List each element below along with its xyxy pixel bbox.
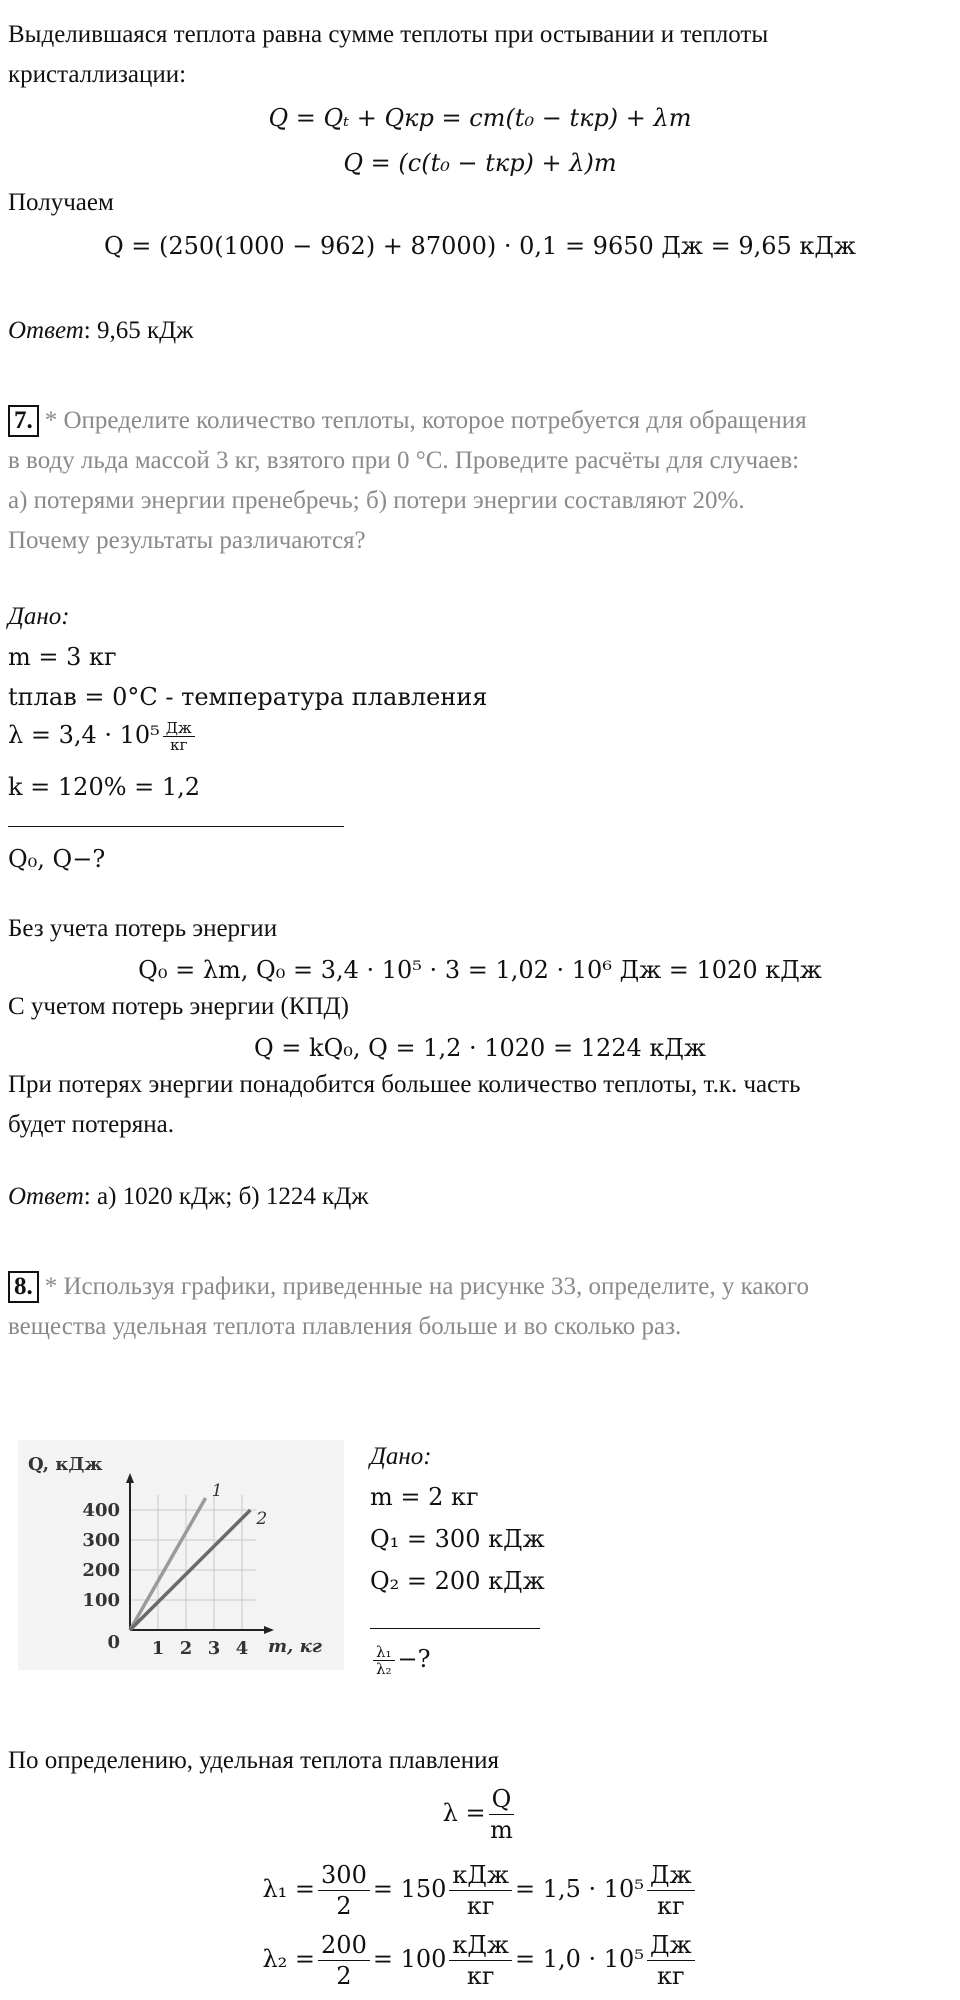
task7-given-k: k = 120% = 1,2 [8, 773, 201, 801]
task7-conclusion-2: будет потеряна. [8, 1111, 174, 1138]
answer-value: : а) 1020 кДж; б) 1224 кДж [83, 1183, 369, 1210]
def-lhs: λ = [442, 1799, 486, 1827]
l2-lhs: λ₂ = [262, 1945, 316, 1973]
l1-frac-3 [647, 1860, 695, 1921]
def-den: m [490, 1816, 513, 1844]
task7-lambda-unit-num: Дж [163, 720, 195, 737]
answer-value: : 9,65 кДж [83, 317, 194, 344]
intro-line-1: Выделившаяся теплота равна сумме теплоты при остывании и теплоты [8, 21, 769, 48]
y-tick-label: 400 [82, 1500, 120, 1521]
task7-given-label: Дано: [8, 603, 70, 630]
y-axis-arrow [126, 1473, 134, 1483]
l1-n3: Дж [647, 1860, 695, 1891]
task7-lambda-unit [163, 720, 195, 753]
l1-d2: кг [466, 1892, 495, 1920]
chart-figure-33 [18, 1440, 344, 1670]
task7-given-divider [8, 826, 344, 827]
task7-given-lambda [8, 718, 198, 753]
task8-find-num: λ₁ [373, 1644, 395, 1661]
task7-with-loss-formula: Q = kQ₀, Q = 1,2 · 1020 = 1224 кДж [254, 1034, 706, 1062]
x-axis-arrow [264, 1626, 274, 1634]
l2-frac-1 [318, 1930, 370, 1991]
task8-given-q2: Q₂ = 200 кДж [370, 1567, 545, 1595]
task7-no-loss-label: Без учета потерь энергии [8, 915, 278, 942]
task7-find: Q₀, Q−? [8, 845, 106, 873]
task8-lambda1-formula [0, 1860, 960, 1921]
l2-n2: кДж [449, 1930, 512, 1961]
task7-line-3: а) потерями энергии пренебречь; б) потери энергии составляют 20%. [8, 487, 745, 514]
task7-line-1 [8, 404, 807, 438]
l1-frac-2 [449, 1860, 512, 1921]
l2-d1: 2 [336, 1962, 352, 1990]
task8-text-1: * Используя графики, приведенные на рисунке 33, определите, у какого [44, 1273, 809, 1300]
answer-label: Ответ [8, 317, 84, 344]
l1-n1: 300 [318, 1860, 370, 1891]
task7-with-loss-label: С учетом потерь энергии (КПД) [8, 993, 349, 1020]
task7-number: 7. [8, 405, 39, 437]
task7-line-2: в воду льда массой 3 кг, взятого при 0 °С. Проведите расчёты для случаев: [8, 447, 800, 474]
task8-given-mass: m = 2 кг [370, 1483, 479, 1511]
task8-find-fraction [373, 1644, 395, 1677]
l2-d2: кг [466, 1962, 495, 1990]
task8-given-label: Дано: [370, 1443, 432, 1470]
task7-line-4: Почему результаты различаются? [8, 527, 366, 554]
task8-lambda2-formula [0, 1930, 960, 1991]
l1-d1: 2 [336, 1892, 352, 1920]
task7-lambda-main: λ = 3,4 · 10⁵ [8, 721, 160, 749]
task8-given-divider [370, 1628, 540, 1629]
answer-label: Ответ [8, 1183, 84, 1210]
task8-find-suffix: −? [397, 1645, 431, 1673]
l1-lhs: λ₁ = [262, 1875, 316, 1903]
task7-text-1: * Определите количество теплоты, которое потребуется для обращения [44, 407, 807, 434]
l1-d3: кг [656, 1892, 685, 1920]
x-tick-label: 3 [207, 1638, 221, 1659]
task8-find [370, 1642, 431, 1677]
task8-given-q1: Q₁ = 300 кДж [370, 1525, 545, 1553]
task8-find-den: λ₂ [376, 1660, 392, 1678]
def-fraction [489, 1784, 515, 1845]
get-label: Получаем [8, 189, 114, 216]
l2-frac-3 [647, 1930, 695, 1991]
y-tick-label: 200 [82, 1560, 120, 1581]
l2-mid2: = 1,0 · 10⁵ [514, 1945, 644, 1973]
x-axis-label: m, кг [268, 1636, 322, 1657]
series-label-1: 1 [211, 1481, 223, 1501]
l2-n1: 200 [318, 1930, 370, 1961]
l2-frac-2 [449, 1930, 512, 1991]
formula-heat-sum: Q = Qₜ + Qкр = cm(t₀ − tкр) + λm [268, 104, 692, 132]
intro-line-2: кристаллизации: [8, 61, 187, 88]
task8-definition: По определению, удельная теплота плавления [8, 1747, 499, 1774]
task8-line-1 [8, 1270, 809, 1304]
x-tick-label: 1 [151, 1638, 165, 1659]
chart-svg [18, 1440, 344, 1670]
formula-heat-combined: Q = (c(t₀ − tкр) + λ)m [343, 149, 617, 177]
task8-number: 8. [8, 1271, 39, 1303]
l2-mid: = 100 [372, 1945, 447, 1973]
task7-given-temp: tплав = 0°С - температура плавления [8, 683, 488, 711]
answer-1 [8, 314, 193, 348]
l1-frac-1 [318, 1860, 370, 1921]
task8-def-formula [0, 1784, 960, 1845]
origin-label: 0 [107, 1632, 120, 1653]
x-tick-label: 2 [179, 1638, 193, 1659]
y-tick-label: 300 [82, 1530, 120, 1551]
series-label-2: 2 [256, 1509, 268, 1529]
y-axis-label: Q, кДж [28, 1454, 103, 1475]
l1-n2: кДж [449, 1860, 512, 1891]
task7-given-mass: m = 3 кг [8, 643, 117, 671]
formula-heat-result: Q = (250(1000 − 962) + 87000) · 0,1 = 9650 Дж = 9,65 кДж [103, 232, 856, 260]
task7-conclusion-1: При потерях энергии понадобится большее количество теплоты, т.к. часть [8, 1071, 801, 1098]
l1-mid: = 150 [372, 1875, 447, 1903]
task7-lambda-unit-den: кг [170, 736, 188, 754]
answer-7 [8, 1180, 369, 1214]
def-num: Q [489, 1784, 515, 1815]
y-tick-label: 100 [82, 1590, 120, 1611]
l1-mid2: = 1,5 · 10⁵ [514, 1875, 644, 1903]
task7-no-loss-formula: Q₀ = λm, Q₀ = 3,4 · 10⁵ · 3 = 1,02 · 10⁶ Дж = 1020 кДж [138, 956, 822, 984]
x-tick-label: 4 [235, 1638, 249, 1659]
l2-d3: кг [656, 1962, 685, 1990]
task8-line-2: вещества удельная теплота плавления больше и во сколько раз. [8, 1313, 682, 1340]
l2-n3: Дж [647, 1930, 695, 1961]
